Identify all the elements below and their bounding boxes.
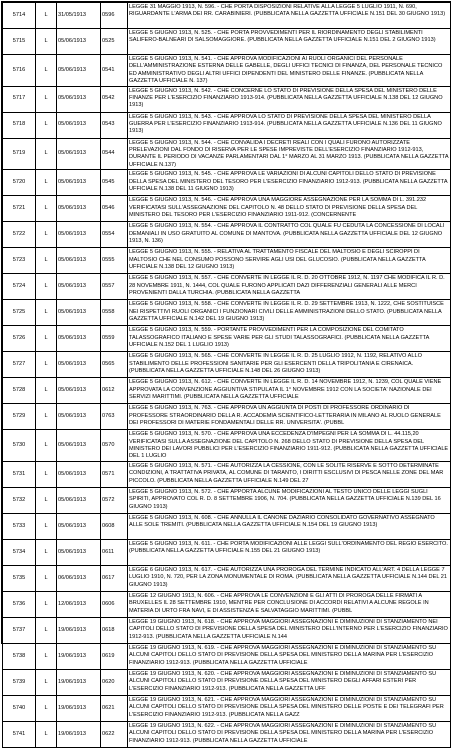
act-number: 0557 <box>101 274 128 300</box>
act-description: LEGGE 12 GIUGNO 1913, N. 606. - CHE APPROVA LE CONVENZIONI E GLI ATTI DI PROROGA DELLE FIRMATI A BRUXELLES IL 28 SETTEMBRE 1910, MENTRE PER CONCLUSIONE DI ACCORDI RELATIVI A ALCUNE REGOLE IN MATERIA DI URTO FRA NAVI, E DI ASSISTENZA E SALVATAGGIO MARITTIMI. (PUBBL <box>128 591 451 617</box>
act-date: 19/06/1913 <box>57 695 101 721</box>
act-number: 0606 <box>101 591 128 617</box>
row-number: 5721 <box>3 196 36 222</box>
act-number: 0617 <box>101 565 128 591</box>
act-type: L <box>36 669 57 695</box>
act-type: L <box>36 617 57 643</box>
act-date: 05/06/1913 <box>57 430 101 462</box>
row-number: 5715 <box>3 29 36 55</box>
act-type: L <box>36 222 57 248</box>
act-type: L <box>36 378 57 404</box>
row-number: 5741 <box>3 721 36 747</box>
act-number: 0570 <box>101 430 128 462</box>
table-row <box>3 86 451 112</box>
act-number: 0619 <box>101 643 128 669</box>
act-description: LEGGE 5 GIUGNO 1913, N. 545. - CHE APPROVA LE VARIAZIONI DI ALCUNI CAPITOLI DELLO STATO DI PREVISIONE DELLA SPESA DEL MINISTERO DEL TESORO PER L'ESERCIZIO FINANZIARIO 1912-913. (PUBBLICATA NELLA GAZZETTA UFFICIALE N.138 DEL 11 GIUGNO 1913) <box>128 170 451 196</box>
table-row <box>3 55 451 87</box>
act-number: 0571 <box>101 461 128 487</box>
act-date: 05/06/1913 <box>57 352 101 378</box>
act-date: 05/06/1913 <box>57 326 101 352</box>
act-number: 0558 <box>101 300 128 326</box>
table-row <box>3 513 451 539</box>
act-number: 0618 <box>101 617 128 643</box>
row-number: 5738 <box>3 643 36 669</box>
act-description: LEGGE 5 GIUGNO 1913, N. 525. - CHE PORTA PROVVEDIMENTI PER IL RIORDINAMENTO DEGLI STABILIMENTI SALIFERO-BALNEARI DI SALSOMAGGIORE. (PUBBLICATA NELLA GAZZETTA UFFICIALE N.151 DEL 2 GIUGNO 1913) <box>128 29 451 55</box>
act-number: 0596 <box>101 3 128 29</box>
act-number: 0565 <box>101 352 128 378</box>
act-date: 05/06/1913 <box>57 170 101 196</box>
act-type: L <box>36 352 57 378</box>
row-number: 5724 <box>3 274 36 300</box>
table-row <box>3 695 451 721</box>
act-number: 0541 <box>101 55 128 87</box>
act-number: 0542 <box>101 86 128 112</box>
act-description: LEGGE 5 GIUGNO 1913, N. 763. - CHE APPROVA UN AGGIUNTA DI POSTI DI PROFESSORE ORDINARIO DI PROFESSORE STRAORDINARIO DELLA R. ACCADEMIA SCIENTIFICO-LETTERARIA IN MILANO AL RUOLO GENERALE DEI PROFESSORI DI MATERIE FONDAMENTALI DELLE RR. UNIVERSITA'. (PUBBL <box>128 404 451 430</box>
table-row <box>3 643 451 669</box>
act-date: 05/06/1913 <box>57 196 101 222</box>
row-number: 5727 <box>3 352 36 378</box>
act-type: L <box>36 591 57 617</box>
row-number: 5718 <box>3 112 36 138</box>
act-type: L <box>36 274 57 300</box>
act-date: 05/06/1913 <box>57 29 101 55</box>
row-number: 5728 <box>3 378 36 404</box>
row-number: 5716 <box>3 55 36 87</box>
row-number: 5731 <box>3 461 36 487</box>
act-type: L <box>36 430 57 462</box>
act-type: L <box>36 326 57 352</box>
act-description: LEGGE 5 GIUGNO 1913, N. 546. - CHE APPROVA UNA MAGGIORE ASSEGNAZIONE PER LA SOMMA DI L. 391.232 VERIFICATASI SULL'ASSEGNAZIONE DEL CAPITOLO N. 48 DELLO STATO DI PREVISIONE DELLA SPESA DEL MINISTERO DEL TESORO PER L'ESERCIZIO FINANZIARIO 1911-912. (CONCERNENTE <box>128 196 451 222</box>
table-row <box>3 378 451 404</box>
act-description: LEGGE 5 GIUGNO 1913, N. 608. - CHE ANNULLA IL CANONE DAZIARIO CONSOLIDATO GOVERNATIVO ASSEGNATO ALLE SOLE TREMITI. (PUBBLICATA NELLA GAZZETTA UFFICIALE N.154 DEL 19 GIUGNO 1913) <box>128 513 451 539</box>
table-row <box>3 352 451 378</box>
act-date: 31/05/1913 <box>57 3 101 29</box>
table-row <box>3 3 451 29</box>
act-type: L <box>36 55 57 87</box>
act-number: 0525 <box>101 29 128 55</box>
act-number: 0572 <box>101 487 128 513</box>
row-number: 5732 <box>3 487 36 513</box>
act-date: 06/06/1913 <box>57 565 101 591</box>
act-type: L <box>36 170 57 196</box>
act-type: L <box>36 196 57 222</box>
act-number: 0545 <box>101 170 128 196</box>
act-date: 05/06/1913 <box>57 248 101 274</box>
act-date: 12/06/1913 <box>57 591 101 617</box>
row-number: 5729 <box>3 404 36 430</box>
row-number: 5736 <box>3 591 36 617</box>
act-number: 0608 <box>101 513 128 539</box>
row-number: 5719 <box>3 138 36 170</box>
act-description: LEGGE 5 GIUGNO 1913, N. 558. - CHE CONVERTE IN LEGGE IL R. D. 29 SETTEMBRE 1913, N. 1222, CHE SOSTITUISCE NEI RISPETTIVI RUOLI ORGANICI I FUNZIONARI CIVILI DELLE AMMINISTRAZIONI DELLO STATO. (PUBBLICATA NELLA GAZZETTA UFFICIALE N.142 DEL 19 GIUGNO 1913) <box>128 300 451 326</box>
act-type: L <box>36 721 57 747</box>
act-description: LEGGE 5 GIUGNO 1913, N. 555. - RELATIVA AL TRATTAMENTO FISCALE DEL MALTOSIO E DEGLI SCIROPPI DI MALTOSIO CHE NEL CONSUMO POSSONO SERVIRE AGLI USI DEL GLUCOSIO. (PUBBLICATA NELLA GAZZETTA UFFICIALE N.138 DEL 12 GIUGNO 1913) <box>128 248 451 274</box>
table-row <box>3 196 451 222</box>
act-type: L <box>36 513 57 539</box>
act-description: LEGGE 6 GIUGNO 1913, N. 617. - CHE AUTORIZZA UNA PROROGA DEL TERMINE INDICATO ALL'ART. 4 DELLA LEGGE 7 LUGLIO 1910, N. 720, PER LA ZONA MONUMENTALE DI ROMA. (PUBBLICATA NELLA GAZZETTA UFFICIALE N.144 DEL 21 GIUGNO 1913) <box>128 565 451 591</box>
row-number: 5722 <box>3 222 36 248</box>
row-number: 5740 <box>3 695 36 721</box>
act-description: LEGGE 5 GIUGNO 1913, N. 612. - CHE CONVERTE IN LEGGE IL R. D. 14 NOVEMBRE 1912, N. 1239, COL QUALE VIENE APPROVATA LA CONVENZIONE AGGIUNTIVA STIPULATA IL 1° NOVEMBRE 1912 CON LA SOCIETA' NAZIONALE DEI SERVIZI MARITTIMI. (PUBBLICATA NELLA GAZZETTA UFFICIALE <box>128 378 451 404</box>
act-description: LEGGE 19 GIUGNO 1913, N. 618. - CHE APPROVA MAGGIORI ASSEGNAZIONI E DIMINUZIONI DI STANZIAMENTO NEI CAPITOLI DELLO STATO DI PREVISIONE DELLA SPESA DEL MINISTERO DELL'INTERNO PER L'ESERCIZIO FINANZIARIO 1912-913. (PUBBLICATA NELLA GAZZETTA UFFICIALE N.144 <box>128 617 451 643</box>
act-type: L <box>36 138 57 170</box>
table-row <box>3 404 451 430</box>
act-number: 0621 <box>101 695 128 721</box>
act-date: 05/06/1913 <box>57 274 101 300</box>
table-row <box>3 617 451 643</box>
table-row <box>3 274 451 300</box>
table-row <box>3 669 451 695</box>
act-description: LEGGE 5 GIUGNO 1913, N. 544. - CHE CONVALIDA I DECRETI REALI CON I QUALI FURONO AUTORIZZATE PRELEVAZIONI DAL FONDO DI RISERVA PER LE SPESE IMPREVISTE DELL'ESERCIZIO FINANZIARIO 1912-913, DURANTE IL PERIODO DI VACANZE PARLAMENTARI DAL 1° MARZO AL 31 MARZO 1913. (PUBBLICATA NELLA GAZZETTA UFFICIALE N.137) <box>129 139 449 168</box>
act-type: L <box>36 300 57 326</box>
act-type: L <box>36 404 57 430</box>
table-row <box>3 326 451 352</box>
row-number: 5735 <box>3 565 36 591</box>
act-date: 05/06/1913 <box>57 138 101 170</box>
act-number: 0546 <box>101 196 128 222</box>
act-type: L <box>36 112 57 138</box>
act-date: 05/06/1913 <box>57 86 101 112</box>
act-type: L <box>36 461 57 487</box>
act-description: LEGGE 5 GIUGNO 1913, N. 611. - CHE PORTA MODIFICAZIONI ALLE LEGGI SULL'ORDINAMENTO DEL REGIO ESERCITO. (PUBBLICATA NELLA GAZZETTA UFFICIALE N.155 DEL 21 GIUGNO 1913) <box>128 539 451 565</box>
act-description: LEGGE 5 GIUGNO 1913, N. 554. - CHE APPROVA IL CONTRATTO COL QUALE FU CEDUTA LA CONCESSIONE DI LOCALI DEMANIALI IN USO GRATUITO AL COMUNE DI MANTOVA. (PUBBLICATA NELLA GAZZETTA UFFICIALE DEL 12 GIUGNO 1913, N. 136) <box>128 222 451 248</box>
act-number: 0544 <box>101 138 128 170</box>
act-date: 19/06/1913 <box>57 617 101 643</box>
act-date: 05/06/1913 <box>57 55 101 87</box>
table-row <box>3 487 451 513</box>
table-row <box>3 170 451 196</box>
row-number: 5714 <box>3 3 36 29</box>
act-description: LEGGE 19 GIUGNO 1913, N. 620. - CHE APPROVA MAGGIORI ASSEGNAZIONI E DIMINUZIONI DI STANZIAMENTO SU ALCUNI CAPITOLI DELLO STATO DI PREVISIONE DELLA SPESA DEL MINISTERO DEGLI AFFARI ESTERI PER L'ESERCIZIO FINANZIARIO 1912-913. (PUBBLICATA NELLA GAZZETTA UFF <box>128 669 451 695</box>
act-date: 19/06/1913 <box>57 643 101 669</box>
row-number: 5717 <box>3 86 36 112</box>
act-date: 05/06/1913 <box>57 461 101 487</box>
act-number: 0543 <box>101 112 128 138</box>
act-number: 0612 <box>101 378 128 404</box>
table-row <box>3 29 451 55</box>
act-type: L <box>36 487 57 513</box>
act-date: 05/06/1913 <box>57 222 101 248</box>
row-number: 5733 <box>3 513 36 539</box>
act-description: LEGGE 5 GIUGNO 1913, N. 557. - CHE CONVERTE IN LEGGE IL R. D. 20 OTTOBRE 1912, N. 1197 CHE MODIFICA IL R. D. 28 NOVEMBRE 1911, N. 1444, COL QUALE FURONO APPLICATI DAZI DIFFERENZIALI GENERALI ALLE MERCI PROVENIENTI DALLA TURCHIA. (PUBBLICATA NELLA GAZZETTA <box>128 274 451 300</box>
act-date: 19/06/1913 <box>57 721 101 747</box>
act-type: L <box>36 248 57 274</box>
row-number: 5720 <box>3 170 36 196</box>
act-type: L <box>36 3 57 29</box>
table-row <box>3 461 451 487</box>
act-type: L <box>36 695 57 721</box>
act-description: LEGGE 5 GIUGNO 1913, N. 543. - CHE APPROVA LO STATO DI PREVISIONE DELLA SPESA DEL MINISTERO DELLA GUERRA PER L'ESERCIZIO FINANZIARIO 1913-914. (PUBBLICATA NELLA GAZZETTA UFFICIALE N.136 DEL 11 GIUGNO 1913) <box>128 112 451 138</box>
act-type: L <box>36 86 57 112</box>
table-row <box>3 565 451 591</box>
act-description: LEGGE 19 GIUGNO 1913, N. 622. - CHE APPROVA MAGGIORI ASSEGNAZIONI E DIMINUZIONI DI STANZIAMENTO SU ALCUNI CAPITOLI DELLO STATO DI PREVISIONE DELLA SPESA DEL MINISTERO DELLA MARINA PER L'ESERCIZIO FINANZIARIO 1912-913. (PUBBLICATA NELLA GAZZETTA UFFICIALE <box>128 721 451 747</box>
act-number: 0611 <box>101 539 128 565</box>
row-number: 5737 <box>3 617 36 643</box>
row-number: 5723 <box>3 248 36 274</box>
act-date: 05/06/1913 <box>57 513 101 539</box>
row-number: 5725 <box>3 300 36 326</box>
act-description: LEGGE 5 GIUGNO 1913, N. 559. - PORTANTE PROVVEDIMENTI PER LA COMPOSIZIONE DEL COMITATO TALASSOGRAFICO ITALIANO E SPESE VARIE PER GLI STUDI TALASSOGRAFICI. (PUBBLICATA NELLA GAZZETTA UFFICIALE N.152 DEL 1 LUGLIO 1913) <box>128 326 451 352</box>
row-number: 5734 <box>3 539 36 565</box>
act-number: 0763 <box>101 404 128 430</box>
act-description: LEGGE 19 GIUGNO 1913, N. 621. - CHE APPROVA MAGGIORI ASSEGNAZIONI E DIMINUZIONI DI STANZIAMENTO SU ALCUNI CAPITOLI DELLO STATO DI PREVISIONE DELLA SPESA DEL MINISTERO DELLE POSTE E DEI TELEGRAFI PER L'ESERCIZIO FINANZIARIO 1912-913. (PUBBLICATA NELLA GAZZ <box>128 695 451 721</box>
act-description: LEGGE 19 GIUGNO 1913, N. 619. - CHE APPROVA MAGGIORI ASSEGNAZIONI E DIMINUZIONI DI STANZIAMENTO SU ALCUNI CAPITOLI DELLO STATO DI PREVISIONE DELLA SPESA DEL MINISTERO DELLA MARINA PER L'ESERCIZIO FINANZIARIO 1912-913. (PUBBLICATA NELLA GAZZETTA UFFICIALE <box>128 643 451 669</box>
table-row <box>3 721 451 747</box>
act-date: 05/06/1913 <box>57 378 101 404</box>
table-row <box>3 138 451 170</box>
register-body <box>3 3 451 748</box>
row-number: 5730 <box>3 430 36 462</box>
act-description: LEGGE 31 MAGGIO 1913, N. 596. - CHE PORTA DISPOSIZIONI RELATIVE ALLA LEGGE 5 LUGLIO 1911, N. 690, RIGUARDANTE L'ARMA DEI RR. CARABINIERI. (PUBBLICATA NELLA GAZZETTA UFFICIALE N.151 DEL 30 GIUGNO 1913) <box>128 3 451 29</box>
act-number: 0622 <box>101 721 128 747</box>
act-date: 05/06/1913 <box>57 487 101 513</box>
act-type: L <box>36 539 57 565</box>
row-number: 5739 <box>3 669 36 695</box>
act-description: LEGGE 5 GIUGNO 1913, N. 570. - CHE APPROVA UNA ECCEDENZA D'IMPEGNI PER LA SOMMA DI L. 44.115,20 VERIFICATASI SULLA ASSEGNAZIONE DEL CAPITOLO N. 268 DELLO STATO DI PREVISIONE DELLA SPESA DEL MINISTERO DEI LAVORI PUBBLICI PER L'ESERCIZIO FINANZIARIO 1911-912. (PUBBLICATA NELLA GAZZETTA UFFICIALE DEL 1 LUGLIO <box>128 430 451 462</box>
table-row <box>3 222 451 248</box>
act-type: L <box>36 29 57 55</box>
table-row <box>3 300 451 326</box>
table-row <box>3 539 451 565</box>
table-row <box>3 430 451 462</box>
act-description: LEGGE 5 GIUGNO 1913, N. 572. - CHE APPORTA ALCUNE MODIFICAZIONI AL TESTO UNICO DELLE LEGGI SUGLI SPIRITI, APPROVATO COL R. D. 8 SETTEMBRE 1906, N. 704. (PUBBLICATA NELLA GAZZETTA UFFICIALE N.139 DEL 16 GIUGNO 1913) <box>128 487 451 513</box>
act-date: 05/06/1913 <box>57 300 101 326</box>
act-date: 05/06/1913 <box>57 539 101 565</box>
act-type: L <box>36 643 57 669</box>
act-description: LEGGE 5 GIUGNO 1913, N. 571. - CHE AUTORIZZA LA CESSIONE, CON LE SOLITE RISERVE E SOTTO DETERMINATE CONDIZIONI, A TRATTATIVA PRIVATA, AL COMUNE DI TARANTO, I DIRITTI ESCLUSIVI DI PESCA NELLE ZONE DEL MAR PICCOLO. (PUBBLICATA NELLA GAZZETTA UFFICIALE N.149 DEL 27 <box>128 461 451 487</box>
act-description: LEGGE 5 GIUGNO 1913, N. 541. - CHE APPROVA MODIFICAZIONI AI RUOLI ORGANICI DEL PERSONALE DELL'AMMINISTRAZIONE ESTERNA DELLE GABELLE, DEGLI UFFICI TECNICI DI FINANZA, DEL PERSONALE TECNICO ED AMMINISTRATIVO DEGLI ALTRI UFFICI DIPENDENTI DEL MINISTERO DELLE FINANZE. (PUBBLICATA NELLA GAZZETTA UFFICIALE N. 137) <box>128 55 451 87</box>
act-number: 0620 <box>101 669 128 695</box>
table-row <box>3 112 451 138</box>
act-number: 0555 <box>101 248 128 274</box>
laws-register-table <box>2 2 451 748</box>
table-row <box>3 248 451 274</box>
act-type: L <box>36 565 57 591</box>
act-date: 05/06/1913 <box>57 404 101 430</box>
act-number: 0559 <box>101 326 128 352</box>
table-row <box>3 591 451 617</box>
act-number: 0554 <box>101 222 128 248</box>
act-date: 19/06/1913 <box>57 669 101 695</box>
register-sheet <box>1 1 451 744</box>
row-number: 5726 <box>3 326 36 352</box>
act-date: 05/06/1913 <box>57 112 101 138</box>
act-description: LEGGE 5 GIUGNO 1913, N. 565. - CHE CONVERTE IN LEGGE IL R. D. 25 LUGLIO 1912, N. 1192, RELATIVO ALLO STABILIMENTO DELLE PROFESSIONI SANITARIE PER GLI ESERCENTI DELLA TRIPOLITANIA E CIRENAICA. (PUBBLICATA NELLA GAZZETTA UFFICIALE N.148 DEL 26 GIUGNO 1913) <box>128 352 451 378</box>
act-description: LEGGE 5 GIUGNO 1913, N. 542. - CHE CONCERNE LO STATO DI PREVISIONE DELLA SPESA DEL MINISTERO DELLE FINANZE PER L'ESERCIZIO FINANZIARIO 1913-914. (PUBBLICATA NELLA GAZZETTA UFFICIALE N.138 DEL 12 GIUGNO 1913) <box>128 86 451 112</box>
